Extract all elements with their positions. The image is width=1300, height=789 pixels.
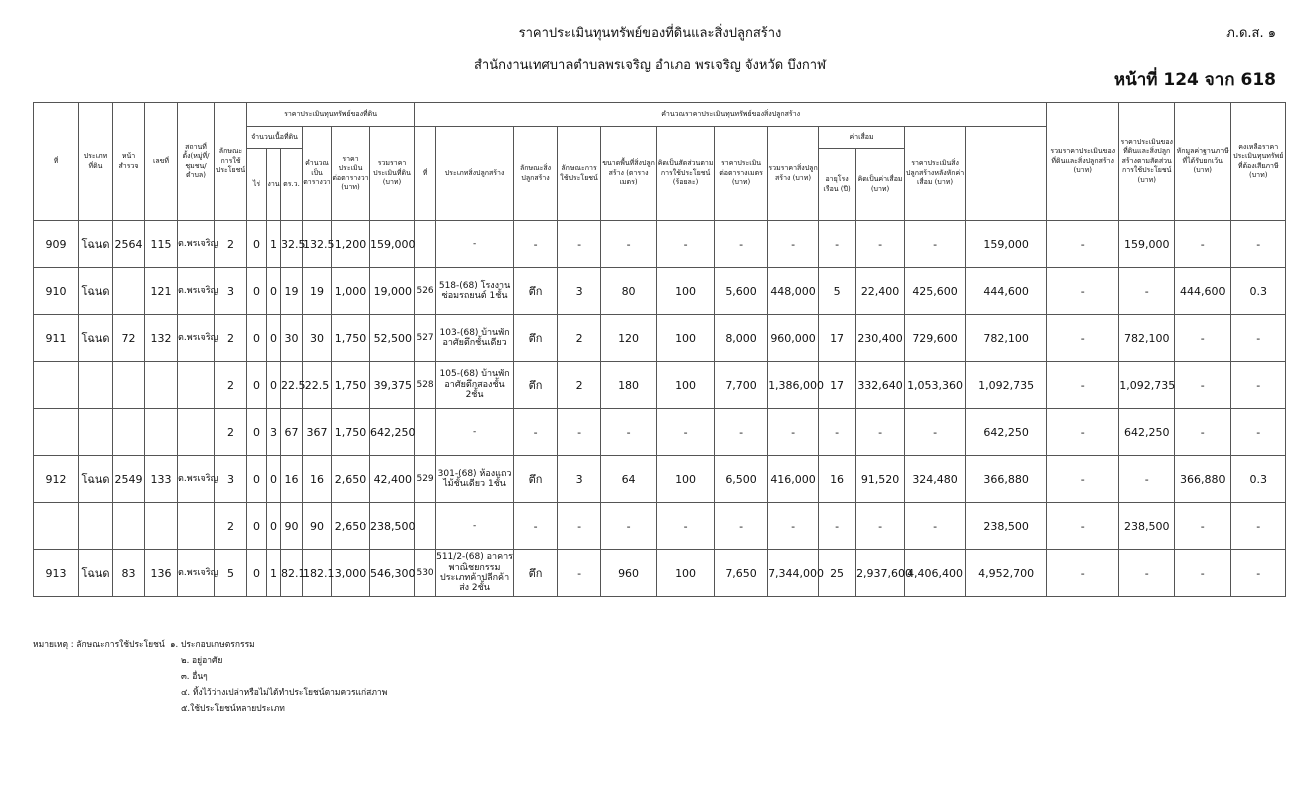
cell-wa: 16 [281, 456, 303, 503]
col-building-style: ลักษณะสิ่งปลูกสร้าง [514, 127, 558, 221]
cell-ngan: 1 [267, 221, 281, 268]
cell-location: ต.พรเจริญ [178, 550, 215, 597]
cell-land-total: 42,400 [370, 456, 415, 503]
table-row [34, 409, 1286, 456]
cell-calc-wa: 367 [303, 409, 332, 456]
col-exemption: หักมูลค่าฐานภาษีที่ได้รับยกเว้น (บาท) [1175, 103, 1231, 221]
cell-usage: 2 [215, 503, 247, 550]
cell-tax-rate: 0.3 [1231, 268, 1286, 315]
col-building-no: ที่ [415, 127, 436, 221]
cell-usage: 3 [215, 456, 247, 503]
cell-b-total: 7,344,000 [768, 550, 819, 597]
cell-b-dep-value: - [856, 221, 905, 268]
cell-rai: 0 [247, 503, 267, 550]
col-no: ที่ [34, 103, 79, 221]
col-price-per-wa: ราคาประเมินต่อตารางวา (บาท) [332, 127, 370, 221]
cell-b-after-dep: 4,406,400 [905, 550, 966, 597]
col-building-usage: ลักษณะการใช้ประโยชน์ [558, 127, 601, 221]
cell-ngan: 0 [267, 315, 281, 362]
cell-doc-type: โฉนด [79, 550, 113, 597]
col-doc-no: เลขที่ [145, 103, 178, 221]
cell-exemption: 159,000 [1119, 221, 1175, 268]
cell-doc-no [145, 503, 178, 550]
cell-location [178, 409, 215, 456]
cell-b-area: 120 [601, 315, 657, 362]
cell-doc-type [79, 503, 113, 550]
cell-calc-wa: 16 [303, 456, 332, 503]
cell-doc-type: โฉนด [79, 268, 113, 315]
cell-b-dep-value: 22,400 [856, 268, 905, 315]
cell-land-total: 52,500 [370, 315, 415, 362]
note-item: ๔. ทิ้งไว้ว่างเปล่าหรือไม่ได้ทำประโยชน์ตามควรแก่สภาพ [181, 688, 388, 698]
cell-ngan: 0 [267, 503, 281, 550]
cell-no: 911 [34, 315, 79, 362]
cell-b-price-sqm: 8,000 [715, 315, 768, 362]
col-rai: ไร่ [247, 149, 267, 221]
cell-b-area: - [601, 503, 657, 550]
cell-doc-type: โฉนด [79, 315, 113, 362]
cell-proportional: - [1047, 221, 1119, 268]
cell-land-total: 238,500 [370, 503, 415, 550]
cell-b-dep-value: 91,520 [856, 456, 905, 503]
col-doc-type: ประเภทที่ดิน [79, 103, 113, 221]
cell-b-dep-value: - [856, 503, 905, 550]
cell-b-type: 518-(68) โรงงานซ่อมรถยนต์ 1ชั้น [436, 268, 514, 315]
cell-b-dep-value: 2,937,600 [856, 550, 905, 597]
cell-b-style: - [514, 503, 558, 550]
cell-no: 912 [34, 456, 79, 503]
cell-proportional: - [1047, 550, 1119, 597]
cell-b-usage: 3 [558, 268, 601, 315]
cell-no [34, 362, 79, 409]
cell-rai: 0 [247, 409, 267, 456]
cell-b-area: 80 [601, 268, 657, 315]
cell-grand-total: 4,952,700 [966, 550, 1047, 597]
cell-b-no: 528 [415, 362, 436, 409]
cell-tax-rate: - [1231, 503, 1286, 550]
cell-b-area: - [601, 409, 657, 456]
note-item: ๓. อื่นๆ [181, 672, 208, 682]
cell-grand-total: 159,000 [966, 221, 1047, 268]
cell-b-type: - [436, 221, 514, 268]
cell-b-percent: 100 [657, 456, 715, 503]
cell-exemption: 782,100 [1119, 315, 1175, 362]
col-after-depreciation: ราคาประเมินสิ่งปลูกสร้างหลังหักค่าเสื่อม (บาท) [905, 127, 966, 221]
note-item: ๒. อยู่อาศัย [181, 656, 223, 666]
cell-doc-no: 133 [145, 456, 178, 503]
cell-location: ต.พรเจริญ [178, 456, 215, 503]
cell-price-per-wa: 3,000 [332, 550, 370, 597]
col-proportional: ราคาประเมินของที่ดินและสิ่งปลูกสร้างตามสัดส่วนการใช้ประโยชน์ (บาท) [1119, 103, 1175, 221]
cell-location: ต.พรเจริญ [178, 268, 215, 315]
col-grand-total: รวมราคาประเมินของที่ดินและสิ่งปลูกสร้าง (บาท) [1047, 103, 1119, 221]
cell-b-usage: 3 [558, 456, 601, 503]
cell-b-age: - [819, 221, 856, 268]
cell-rai: 0 [247, 315, 267, 362]
notes-lead: หมายเหตุ : ลักษณะการใช้ประโยชน์ ๑. ประกอบเกษตรกรรม [33, 640, 255, 650]
cell-price-per-wa: 1,000 [332, 268, 370, 315]
cell-b-percent: - [657, 409, 715, 456]
cell-b-percent: - [657, 503, 715, 550]
cell-b-style: ตึก [514, 362, 558, 409]
cell-survey-page: 2549 [113, 456, 145, 503]
cell-no: 913 [34, 550, 79, 597]
note-item: ๑. ประกอบเกษตรกรรม [170, 640, 255, 650]
cell-b-total: 416,000 [768, 456, 819, 503]
cell-exemption: - [1119, 550, 1175, 597]
table-row [34, 268, 1286, 315]
cell-grand-total: 642,250 [966, 409, 1047, 456]
cell-b-usage: 2 [558, 362, 601, 409]
col-building-percent: คิดเป็นสัดส่วนตามการใช้ประโยชน์ (ร้อยละ) [657, 127, 715, 221]
cell-usage: 2 [215, 221, 247, 268]
cell-b-style: ตึก [514, 315, 558, 362]
cell-rai: 0 [247, 550, 267, 597]
cell-usage: 2 [215, 409, 247, 456]
cell-b-price-sqm: 7,650 [715, 550, 768, 597]
notes-block [33, 637, 387, 717]
cell-b-style: - [514, 409, 558, 456]
cell-b-usage: 2 [558, 315, 601, 362]
cell-tax-rate: - [1231, 221, 1286, 268]
cell-exemption: - [1119, 268, 1175, 315]
cell-b-percent: - [657, 221, 715, 268]
cell-doc-no [145, 362, 178, 409]
cell-proportional: - [1047, 503, 1119, 550]
cell-survey-page [113, 503, 145, 550]
cell-b-after-dep: 324,480 [905, 456, 966, 503]
cell-survey-page: 2564 [113, 221, 145, 268]
cell-calc-wa: 182.1 [303, 550, 332, 597]
cell-b-no: 530 [415, 550, 436, 597]
cell-b-age: 25 [819, 550, 856, 597]
cell-wa: 22.5 [281, 362, 303, 409]
cell-wa: 90 [281, 503, 303, 550]
cell-b-type: 105-(68) บ้านพักอาศัยตึกสองชั้น 2ชั้น [436, 362, 514, 409]
cell-b-type: 103-(68) บ้านพักอาศัยตึกชั้นเดียว [436, 315, 514, 362]
cell-b-dep-value: - [856, 409, 905, 456]
cell-taxable: - [1175, 409, 1231, 456]
cell-doc-no: 115 [145, 221, 178, 268]
cell-calc-wa: 30 [303, 315, 332, 362]
cell-usage: 2 [215, 315, 247, 362]
cell-location [178, 503, 215, 550]
cell-location [178, 362, 215, 409]
cell-tax-rate: - [1231, 409, 1286, 456]
cell-proportional: - [1047, 409, 1119, 456]
cell-b-age: 17 [819, 362, 856, 409]
cell-wa: 82.1 [281, 550, 303, 597]
table-body [34, 221, 1286, 597]
cell-tax-rate: - [1231, 550, 1286, 597]
cell-b-total: - [768, 221, 819, 268]
cell-b-after-dep: 425,600 [905, 268, 966, 315]
cell-proportional: - [1047, 315, 1119, 362]
cell-wa: 67 [281, 409, 303, 456]
cell-b-no: 529 [415, 456, 436, 503]
cell-b-style: ตึก [514, 456, 558, 503]
cell-location: ต.พรเจริญ [178, 315, 215, 362]
cell-no: 909 [34, 221, 79, 268]
cell-grand-total: 238,500 [966, 503, 1047, 550]
cell-b-area: 180 [601, 362, 657, 409]
table-row [34, 550, 1286, 597]
cell-b-age: 17 [819, 315, 856, 362]
table-row [34, 315, 1286, 362]
cell-b-type: 511/2-(68) อาคารพาณิชยกรรม ประเภทค้าปลีกค้าส่ง 2ชั้น [436, 550, 514, 597]
cell-b-percent: 100 [657, 315, 715, 362]
cell-calc-wa: 90 [303, 503, 332, 550]
cell-proportional: - [1047, 268, 1119, 315]
cell-taxable: - [1175, 315, 1231, 362]
col-usage: ลักษณะการใช้ประโยชน์ [215, 103, 247, 221]
cell-price-per-wa: 1,750 [332, 315, 370, 362]
cell-taxable: - [1175, 362, 1231, 409]
cell-tax-rate: - [1231, 362, 1286, 409]
cell-land-total: 642,250 [370, 409, 415, 456]
cell-b-age: - [819, 409, 856, 456]
col-building-age: อายุโรงเรือน (ปี) [819, 149, 856, 221]
note-item: ๕.ใช้ประโยชน์หลายประเภท [181, 704, 285, 714]
cell-doc-type [79, 409, 113, 456]
col-land-total: รวมราคาประเมินที่ดิน (บาท) [370, 127, 415, 221]
cell-b-total: 1,386,000 [768, 362, 819, 409]
cell-b-dep-value: 332,640 [856, 362, 905, 409]
col-depreciation-value: คิดเป็นค่าเสื่อม (บาท) [856, 149, 905, 221]
cell-location: ต.พรเจริญ [178, 221, 215, 268]
cell-b-no [415, 409, 436, 456]
cell-proportional: - [1047, 456, 1119, 503]
form-code: ภ.ด.ส. ๑ [1226, 26, 1276, 41]
cell-doc-no: 132 [145, 315, 178, 362]
col-building-area: ขนาดพื้นที่สิ่งปลูกสร้าง (ตารางเมตร) [601, 127, 657, 221]
cell-price-per-wa: 1,750 [332, 409, 370, 456]
cell-calc-wa: 22.5 [303, 362, 332, 409]
cell-b-type: - [436, 409, 514, 456]
cell-doc-no: 136 [145, 550, 178, 597]
cell-grand-total: 444,600 [966, 268, 1047, 315]
cell-b-type: - [436, 503, 514, 550]
cell-b-type: 301-(68) ห้องแถว ไม้ชั้นเดียว 1ชั้น [436, 456, 514, 503]
cell-b-no [415, 221, 436, 268]
cell-ngan: 0 [267, 456, 281, 503]
cell-b-percent: 100 [657, 362, 715, 409]
cell-taxable: - [1175, 221, 1231, 268]
table-row [34, 456, 1286, 503]
cell-land-total: 19,000 [370, 268, 415, 315]
cell-ngan: 3 [267, 409, 281, 456]
valuation-table [33, 102, 1286, 597]
cell-exemption: 238,500 [1119, 503, 1175, 550]
cell-b-total: 448,000 [768, 268, 819, 315]
cell-survey-page [113, 362, 145, 409]
cell-b-no: 527 [415, 315, 436, 362]
col-taxable: คงเหลือราคาประเมินทุนทรัพย์ที่ต้องเสียภาษี (บาท) [1231, 103, 1286, 221]
cell-b-price-sqm: - [715, 221, 768, 268]
cell-exemption: - [1119, 456, 1175, 503]
cell-exemption: 1,092,735 [1119, 362, 1175, 409]
cell-b-after-dep: 729,600 [905, 315, 966, 362]
cell-b-after-dep: 1,053,360 [905, 362, 966, 409]
page-indicator: หน้าที่ 124 จาก 618 [1113, 70, 1276, 90]
cell-price-per-wa: 1,200 [332, 221, 370, 268]
cell-wa: 30 [281, 315, 303, 362]
cell-doc-type: โฉนด [79, 456, 113, 503]
cell-b-percent: 100 [657, 550, 715, 597]
group-area: จำนวนเนื้อที่ดิน [247, 127, 303, 149]
cell-doc-no [145, 409, 178, 456]
cell-ngan: 1 [267, 550, 281, 597]
cell-calc-wa: 19 [303, 268, 332, 315]
cell-b-price-sqm: 6,500 [715, 456, 768, 503]
col-wa: ตร.ว. [281, 149, 303, 221]
cell-b-no [415, 503, 436, 550]
cell-b-style: ตึก [514, 268, 558, 315]
table-row [34, 362, 1286, 409]
cell-b-area: 960 [601, 550, 657, 597]
cell-no [34, 503, 79, 550]
cell-doc-type [79, 362, 113, 409]
cell-b-style: - [514, 221, 558, 268]
cell-taxable: 366,880 [1175, 456, 1231, 503]
cell-grand-total: 1,092,735 [966, 362, 1047, 409]
col-building-type: ประเภทสิ่งปลูกสร้าง [436, 127, 514, 221]
cell-no: 910 [34, 268, 79, 315]
cell-survey-page [113, 409, 145, 456]
cell-b-age: 16 [819, 456, 856, 503]
cell-rai: 0 [247, 268, 267, 315]
col-calc-wa: คำนวณเป็นตารางวา [303, 127, 332, 221]
cell-land-total: 546,300 [370, 550, 415, 597]
cell-b-percent: 100 [657, 268, 715, 315]
cell-calc-wa: 132.5 [303, 221, 332, 268]
cell-survey-page: 72 [113, 315, 145, 362]
cell-b-dep-value: 230,400 [856, 315, 905, 362]
cell-b-after-dep: - [905, 503, 966, 550]
cell-taxable: - [1175, 550, 1231, 597]
office-name: สำนักงานเทศบาลตำบลพรเจริญ อำเภอ พรเจริญ จังหวัด บึงกาฬ [473, 58, 826, 73]
cell-b-after-dep: - [905, 409, 966, 456]
cell-doc-no: 121 [145, 268, 178, 315]
col-ngan: งาน [267, 149, 281, 221]
cell-proportional: - [1047, 362, 1119, 409]
cell-doc-type: โฉนด [79, 221, 113, 268]
cell-b-price-sqm: 5,600 [715, 268, 768, 315]
cell-wa: 32.5 [281, 221, 303, 268]
cell-exemption: 642,250 [1119, 409, 1175, 456]
col-building-price-sqm: ราคาประเมินต่อตารางเมตร (บาท) [715, 127, 768, 221]
group-building-valuation: คำนวณราคาประเมินทุนทรัพย์ของสิ่งปลูกสร้าง [415, 103, 1047, 127]
cell-usage: 2 [215, 362, 247, 409]
cell-wa: 19 [281, 268, 303, 315]
cell-b-style: ตึก [514, 550, 558, 597]
cell-usage: 3 [215, 268, 247, 315]
cell-b-total: 960,000 [768, 315, 819, 362]
cell-b-usage: - [558, 409, 601, 456]
col-building-total: รวมราคาสิ่งปลูกสร้าง (บาท) [768, 127, 819, 221]
group-land-valuation: ราคาประเมินทุนทรัพย์ของที่ดิน [247, 103, 415, 127]
cell-b-usage: - [558, 503, 601, 550]
cell-b-age: 5 [819, 268, 856, 315]
cell-rai: 0 [247, 362, 267, 409]
cell-b-age: - [819, 503, 856, 550]
table-row [34, 221, 1286, 268]
cell-grand-total: 782,100 [966, 315, 1047, 362]
cell-land-total: 39,375 [370, 362, 415, 409]
cell-rai: 0 [247, 221, 267, 268]
cell-ngan: 0 [267, 268, 281, 315]
cell-tax-rate: - [1231, 315, 1286, 362]
cell-price-per-wa: 2,650 [332, 503, 370, 550]
cell-b-price-sqm: - [715, 409, 768, 456]
cell-price-per-wa: 1,750 [332, 362, 370, 409]
cell-b-area: 64 [601, 456, 657, 503]
cell-b-price-sqm: 7,700 [715, 362, 768, 409]
cell-b-usage: - [558, 550, 601, 597]
cell-taxable: 444,600 [1175, 268, 1231, 315]
cell-ngan: 0 [267, 362, 281, 409]
cell-b-no: 526 [415, 268, 436, 315]
cell-price-per-wa: 2,650 [332, 456, 370, 503]
cell-usage: 5 [215, 550, 247, 597]
cell-grand-total: 366,880 [966, 456, 1047, 503]
col-survey-page: หน้าสำรวจ [113, 103, 145, 221]
cell-b-total: - [768, 409, 819, 456]
cell-taxable: - [1175, 503, 1231, 550]
cell-b-area: - [601, 221, 657, 268]
cell-b-total: - [768, 503, 819, 550]
cell-land-total: 159,000 [370, 221, 415, 268]
cell-tax-rate: 0.3 [1231, 456, 1286, 503]
cell-b-usage: - [558, 221, 601, 268]
cell-rai: 0 [247, 456, 267, 503]
cell-no [34, 409, 79, 456]
col-location: สถานที่ตั้ง(หมู่ที่/ชุมชน/ตำบล) [178, 103, 215, 221]
report-title: ราคาประเมินทุนทรัพย์ของที่ดินและสิ่งปลูกสร้าง [518, 26, 782, 41]
cell-survey-page: 83 [113, 550, 145, 597]
cell-b-price-sqm: - [715, 503, 768, 550]
group-depreciation: ค่าเสื่อม [819, 127, 905, 149]
cell-b-after-dep: - [905, 221, 966, 268]
table-row [34, 503, 1286, 550]
cell-survey-page [113, 268, 145, 315]
